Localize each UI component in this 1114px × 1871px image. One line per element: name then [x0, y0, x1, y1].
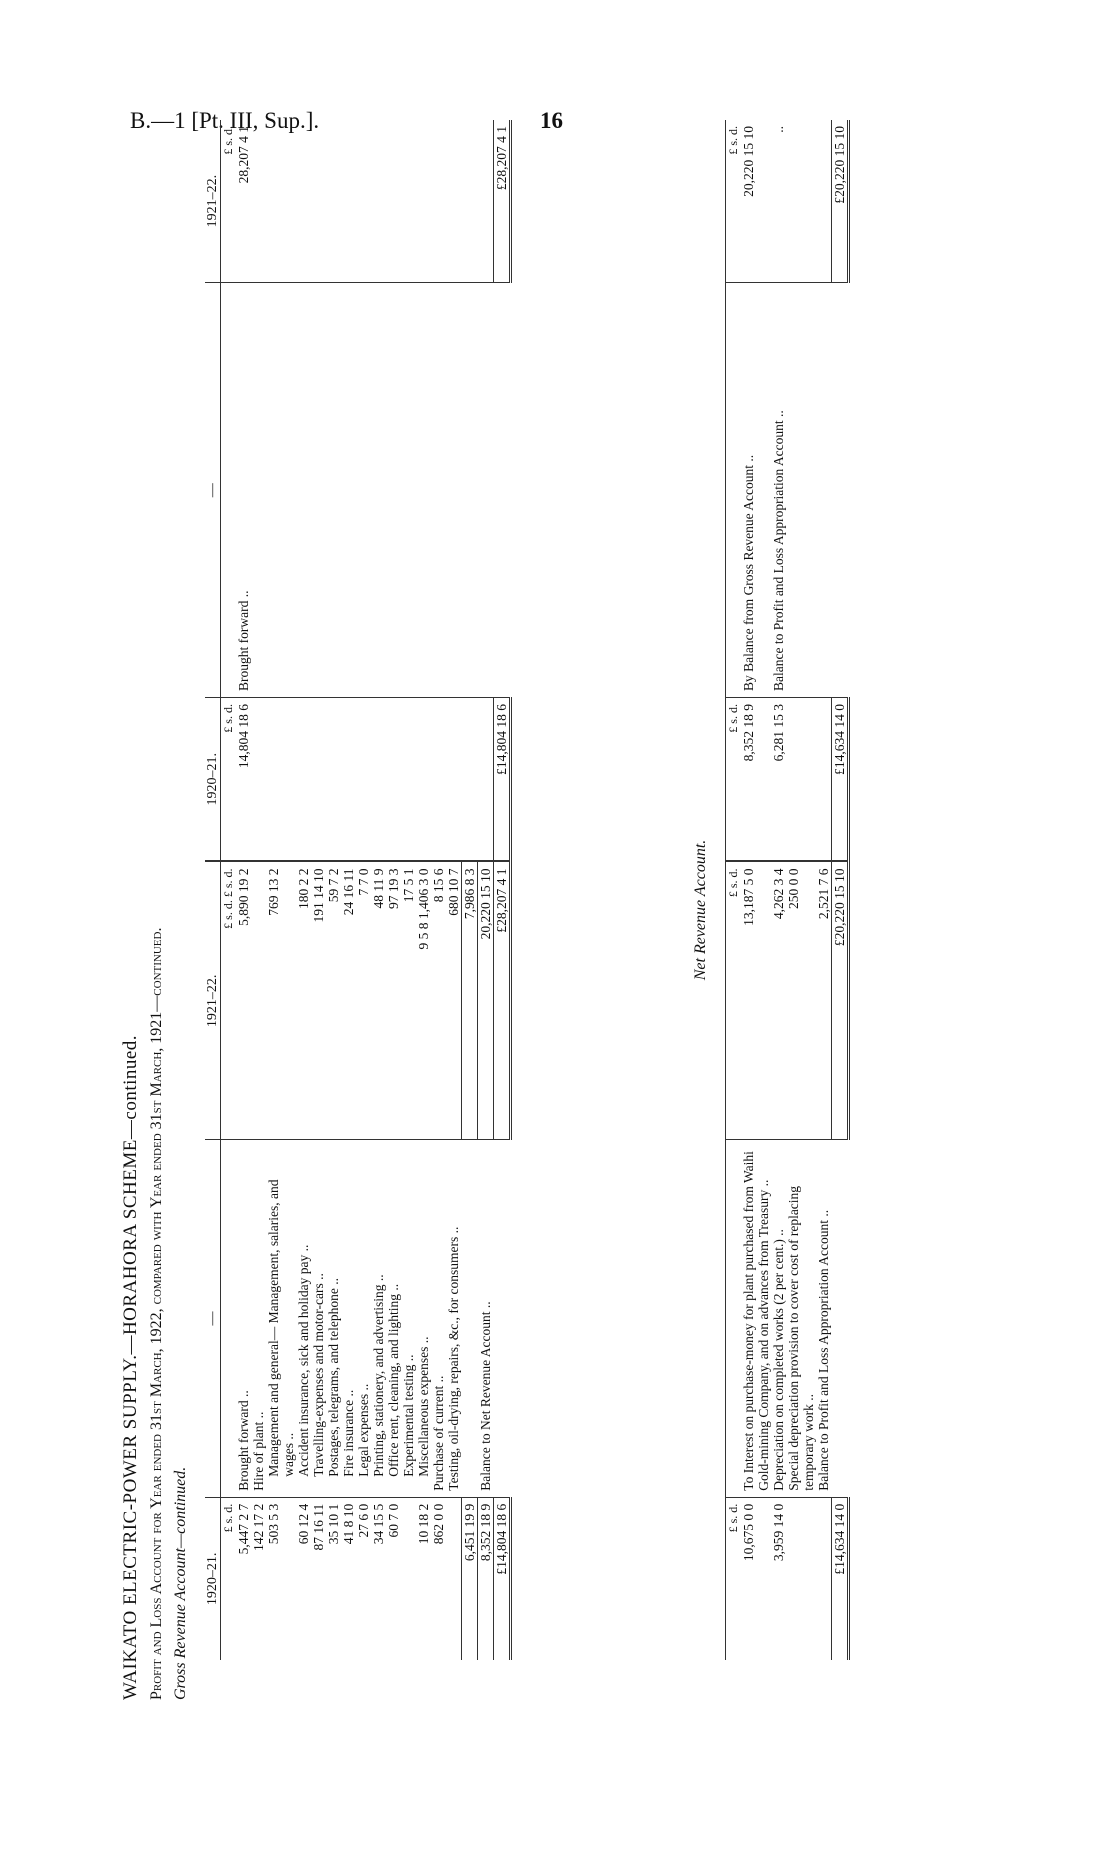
dr-subtotal-blank: [462, 1140, 478, 1498]
dr-item-label: Management and general— Management, salaries, and wages ..: [266, 1140, 296, 1498]
cr-item-label: [446, 283, 462, 698]
dr-subtotal-1920-21: 6,451 19 9: [462, 1497, 478, 1660]
cr-amount-1921-22: [371, 120, 386, 283]
col-header-1920-21-cr: 1920–21.: [205, 698, 221, 862]
net-dr-total-1920-21: £14,634 14 0: [832, 1497, 849, 1660]
gross-header-row: [205, 120, 221, 1660]
col-header-cr-desc: —: [205, 283, 221, 698]
cr-blank: [462, 120, 478, 283]
dr-total-blank: [494, 1140, 511, 1498]
dr-amount-1920-21: 87 16 11: [311, 1503, 326, 1551]
dr-total-1920-21: £14,804 18 6: [494, 1497, 511, 1660]
dr-amount-1920-21: 10 18 2: [416, 1503, 431, 1545]
cr-amount-1920-21: [296, 698, 311, 862]
dr-amount-1920-21: 27 6 0: [356, 1503, 371, 1538]
dr-amount-1921-22: [251, 861, 266, 1139]
cr-amount-1920-21: [371, 698, 386, 862]
cr-item-label: [251, 283, 266, 698]
cr-blank: [478, 698, 494, 862]
dr-amount-1920-21: 41 8 10: [341, 1503, 356, 1545]
dr-amount-1921-22: 24 16 11: [341, 861, 356, 1139]
dr-item-label: Accident insurance, sick and holiday pay ..: [296, 1140, 311, 1498]
cr-blank: [478, 283, 494, 698]
cr-amount-1921-22: [446, 120, 462, 283]
unit-blank: [221, 283, 237, 698]
dr-balance-label: Balance to Net Revenue Account ..: [478, 1140, 494, 1498]
dr-amount-1920-21: 35 10 1: [326, 1503, 341, 1545]
net-row: [771, 120, 786, 1660]
dr-amount-1921-22: 680 10 7: [446, 861, 462, 1139]
gross-row: [236, 120, 251, 1660]
net-dr-amount-1920-21: 3,959 14 0: [771, 1503, 786, 1562]
gross-subtotal-row: [462, 120, 478, 1660]
unit-lsd: £ s. d.: [726, 120, 742, 283]
unit-lsd: £ s. d.: [221, 120, 237, 283]
dr-amount-1920-21: 60 12 4: [296, 1503, 311, 1545]
cr-item-label: [356, 283, 371, 698]
cr-item-label: [371, 283, 386, 698]
cr-blank: [478, 120, 494, 283]
dr-subtotal-1921-22: 7,986 8 3: [462, 861, 478, 1139]
cr-amount-1920-21: [251, 698, 266, 862]
net-cr-amount-1920-21: 6,281 15 3: [771, 698, 786, 862]
cr-amount-1920-21: [401, 698, 416, 862]
dr-item-label: Travelling-expenses and motor-cars ..: [311, 1140, 326, 1498]
net-cr-total-blank: [832, 283, 849, 698]
cr-item-label: [296, 283, 311, 698]
unit-lsd: £ s. d. £ s. d.: [221, 861, 237, 1139]
col-header-dr-desc: —: [205, 1140, 221, 1498]
gross-revenue-table: [205, 120, 512, 1660]
cr-amount-1920-21: [341, 698, 356, 862]
gross-row: [266, 120, 296, 1660]
dr-amount-1920-21: 60 7 0: [386, 1503, 401, 1538]
cr-amount-1921-22: [251, 120, 266, 283]
net-dr-item-label: Depreciation on completed works (2 per cent.) ..: [771, 1140, 786, 1498]
net-cr-amount-1921-22: [786, 120, 816, 283]
net-unit-row: [726, 120, 742, 1660]
cr-blank: [462, 283, 478, 698]
dr-amount-1920-21: 34 15 5: [371, 1503, 386, 1545]
gross-revenue-title: Gross Revenue Account—continued.: [172, 1466, 189, 1700]
dr-item-label: Fire insurance ..: [341, 1140, 356, 1498]
dr-amount-1920-21: 142 17 2: [251, 1503, 266, 1551]
dr-item-label: Postages, telegrams, and telephone ..: [326, 1140, 341, 1498]
unit-lsd: £ s. d.: [221, 1503, 235, 1533]
cr-amount-1921-22: [311, 120, 326, 283]
dr-amount-1920-21: 5,447 2 7: [236, 1503, 251, 1555]
cr-item-label: [431, 283, 446, 698]
net-cr-item-label: By Balance from Gross Revenue Account ..: [741, 283, 771, 698]
gross-row: [296, 120, 311, 1660]
gross-row: [326, 120, 341, 1660]
col-header-1920-21: 1920–21.: [205, 1497, 221, 1660]
unit-lsd: £ s. d.: [221, 698, 237, 862]
net-cr-item-label: Balance to Profit and Loss Appropriation Account ..: [771, 283, 786, 698]
dr-amount-1921-22: 8 15 6: [431, 861, 446, 1139]
cr-blank: [462, 698, 478, 862]
dr-amount-1921-22: 97 19 3: [386, 861, 401, 1139]
page-number: 16: [540, 108, 563, 133]
cr-amount-1920-21: [311, 698, 326, 862]
cr-amount-1921-22: [431, 120, 446, 283]
dr-item-label: Brought forward ..: [236, 1140, 251, 1498]
dr-amount-1921-22: 180 2 2: [296, 861, 311, 1139]
net-row: [786, 120, 816, 1660]
gross-row: [371, 120, 386, 1660]
net-dr-item-label: Special depreciation provision to cover cost of replacing temporary work ..: [786, 1140, 816, 1498]
net-dr-amount-1921-22: 2,521 7 6: [816, 861, 832, 1139]
net-cr-total-1921-22: £20,220 15 10: [832, 120, 849, 283]
net-dr-amount-1920-21: [816, 1497, 832, 1660]
net-dr-amount-1920-21: 10,675 0 0: [741, 1503, 756, 1562]
net-cr-amount-1921-22: 20,220 15 10: [741, 120, 771, 283]
cr-amount-1920-21: [431, 698, 446, 862]
gross-total-row: [494, 120, 511, 1660]
dr-item-label: Miscellaneous expenses ..: [416, 1140, 431, 1498]
cr-amount-1921-22: [416, 120, 431, 283]
gross-row: [446, 120, 462, 1660]
net-revenue-title: Net Revenue Account.: [692, 839, 709, 981]
cr-amount-1920-21: [326, 698, 341, 862]
net-cr-total-1920-21: £14,634 14 0: [832, 698, 849, 862]
dr-item-label: Printing, stationery, and advertising ..: [371, 1140, 386, 1498]
cr-amount-1920-21: 14,804 18 6: [236, 698, 251, 862]
col-header-1921-22: 1921–22.: [205, 861, 221, 1139]
cr-amount-1921-22: 28,207 4 1: [236, 120, 251, 283]
dr-amount-1921-22: 7 7 0: [356, 861, 371, 1139]
cr-item-label: [266, 283, 296, 698]
unit-lsd: £ s. d.: [726, 1497, 742, 1660]
cr-amount-1921-22: [341, 120, 356, 283]
dr-total-1921-22: £28,207 4 1: [494, 861, 511, 1139]
dr-item-label: Testing, oil-drying, repairs, &c., for consumers ..: [446, 1140, 462, 1498]
unit-lsd: £ s. d.: [726, 698, 742, 862]
dr-item-label: Office rent, cleaning, and lighting ..: [386, 1140, 401, 1498]
gross-row: [386, 120, 401, 1660]
cr-amount-1921-22: [386, 120, 401, 283]
net-cr-amount-1921-22: [816, 120, 832, 283]
cr-item-label: [341, 283, 356, 698]
cr-item-label: [401, 283, 416, 698]
main-title: WAIKATO ELECTRIC-POWER SUPPLY.—HORAHORA SCHEME—continued.: [120, 1034, 141, 1700]
dr-balance-1921-22: 20,220 15 10: [478, 861, 494, 1139]
gross-row: [401, 120, 416, 1660]
cr-total-1920-21: £14,804 18 6: [494, 698, 511, 862]
net-dr-total-1921-22: £20,220 15 10: [832, 861, 849, 1139]
dr-amount-1921-22: 191 14 10: [311, 861, 326, 1139]
cr-amount-1920-21: [386, 698, 401, 862]
cr-amount-1920-21: [416, 698, 431, 862]
page-header-ref: B.—1 [Pt. III, Sup.].: [130, 108, 320, 133]
net-row: [741, 120, 771, 1660]
dr-amount-1921-22: 5,890 19 2: [236, 861, 251, 1139]
cr-item-label: Brought forward ..: [236, 283, 251, 698]
dr-item-label: Hire of plant ..: [251, 1140, 266, 1498]
dr-item-label: Experimental testing ..: [401, 1140, 416, 1498]
cr-item-label: [386, 283, 401, 698]
net-dr-total-blank: [832, 1140, 849, 1498]
cr-amount-1920-21: [446, 698, 462, 862]
rotated-page-content: [115, 120, 1075, 1700]
col-header-1921-22-cr: 1921–22.: [205, 120, 221, 283]
unit-lsd: £ s. d.: [726, 861, 742, 1139]
unit-blank: [726, 283, 742, 698]
net-dr-amount-1921-22: 250 0 0: [786, 861, 816, 1139]
dr-amount-1921-22: 9 5 8 1,406 3 0: [416, 861, 431, 1139]
cr-item-label: [311, 283, 326, 698]
net-total-row: [832, 120, 849, 1660]
cr-amount-1920-21: [266, 698, 296, 862]
cr-item-label: [416, 283, 431, 698]
net-dr-amount-1921-22: 4,262 3 4: [771, 861, 786, 1139]
net-revenue-table: [725, 120, 850, 1660]
net-row: [816, 120, 832, 1660]
net-dr-item-label: Balance to Profit and Loss Appropriation Account ..: [816, 1140, 832, 1498]
net-cr-amount-1920-21: [786, 698, 816, 862]
net-cr-amount-1921-22: ..: [771, 120, 786, 283]
unit-blank: [726, 1140, 742, 1498]
dr-amount-1921-22: 769 13 2: [266, 861, 296, 1139]
sub-title: Profit and Loss Account for Year ended 31st March, 1922, compared with Year ended 31st March, 1921—continued.: [148, 927, 165, 1700]
dr-item-label: Legal expenses ..: [356, 1140, 371, 1498]
net-dr-amount-1921-22: 13,187 5 0: [741, 861, 771, 1139]
net-cr-amount-1920-21: 8,352 18 9: [741, 698, 771, 862]
net-cr-amount-1920-21: [816, 698, 832, 862]
dr-amount-1920-21: [446, 1497, 462, 1660]
cr-amount-1921-22: [296, 120, 311, 283]
dr-amount-1920-21: [401, 1497, 416, 1660]
dr-amount-1921-22: 17 5 1: [401, 861, 416, 1139]
gross-row: [431, 120, 446, 1660]
cr-amount-1921-22: [326, 120, 341, 283]
gross-row: [356, 120, 371, 1660]
cr-item-label: [326, 283, 341, 698]
dr-amount-1921-22: 59 7 2: [326, 861, 341, 1139]
cr-amount-1921-22: [356, 120, 371, 283]
cr-total-1921-22: £28,207 4 1: [494, 120, 511, 283]
dr-amount-1921-22: 48 11 9: [371, 861, 386, 1139]
gross-row: [311, 120, 326, 1660]
net-cr-item-label: [786, 283, 816, 698]
gross-balance-row: [478, 120, 494, 1660]
cr-amount-1921-22: [401, 120, 416, 283]
unit-blank: [221, 1140, 237, 1498]
net-cr-item-label: [816, 283, 832, 698]
gross-row: [416, 120, 431, 1660]
net-dr-amount-1920-21: [786, 1497, 816, 1660]
gross-unit-row: [221, 120, 237, 1660]
net-dr-item-label: To Interest on purchase-money for plant purchased from Waihi Gold-mining Company, and on advances from Treasury ..: [741, 1140, 771, 1498]
dr-item-label: Purchase of current ..: [431, 1140, 446, 1498]
cr-amount-1920-21: [356, 698, 371, 862]
gross-row: [341, 120, 356, 1660]
dr-amount-1920-21: 503 5 3: [266, 1503, 281, 1545]
cr-total-blank: [494, 283, 511, 698]
cr-amount-1921-22: [266, 120, 296, 283]
gross-row: [251, 120, 266, 1660]
dr-amount-1920-21: 862 0 0: [431, 1503, 446, 1545]
dr-balance-1920-21: 8,352 18 9: [478, 1497, 494, 1660]
